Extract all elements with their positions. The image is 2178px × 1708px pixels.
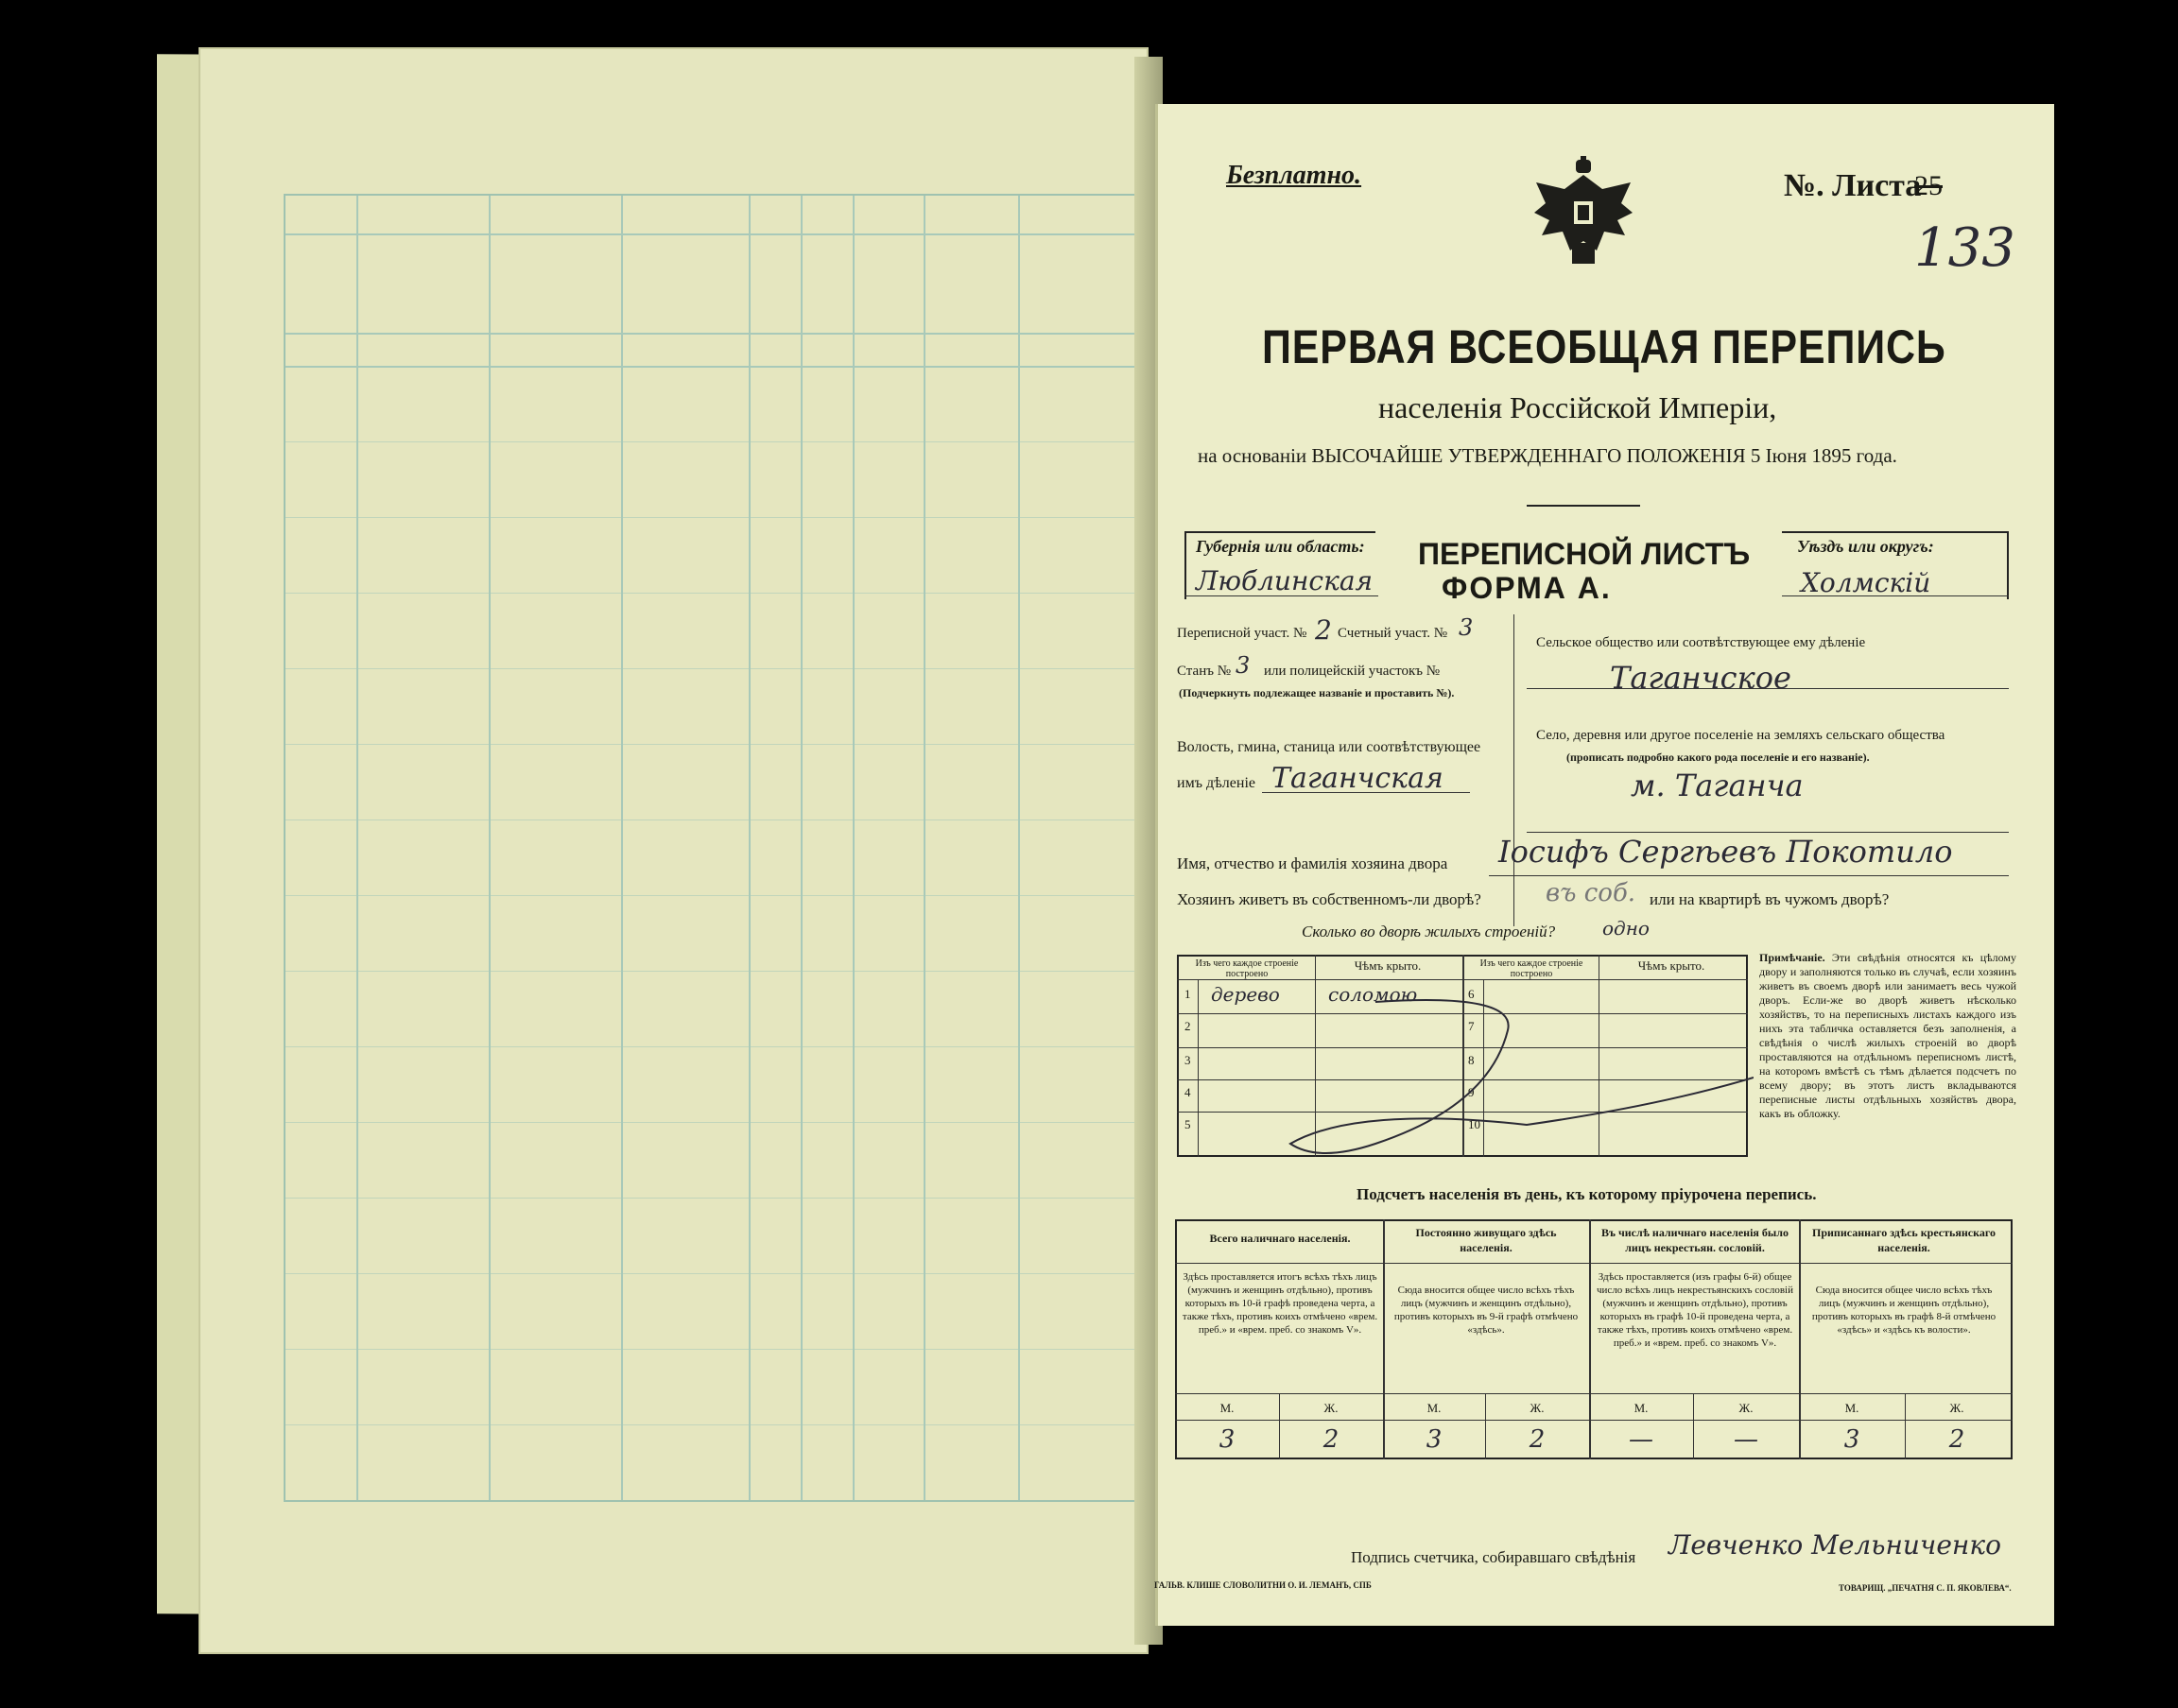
form-title: ПЕРЕПИСНОЙ ЛИСТЪ bbox=[1418, 537, 1751, 571]
row1-material: дерево bbox=[1211, 983, 1280, 1006]
owner-label: Имя, отчество и фамилія хозяина двора bbox=[1177, 854, 1448, 872]
selo-note: (прописать подробно какого рода поселеніе и его названіе). bbox=[1566, 750, 1870, 764]
count-col-head: Въ числѣ наличнаго населенія было лицъ некрестьян. сословій. bbox=[1600, 1226, 1789, 1254]
underline-note: (Подчеркнуть подлежащее названіе и проставить №). bbox=[1179, 686, 1455, 699]
schetny-value: 3 bbox=[1459, 614, 1474, 641]
m-label: М. bbox=[1634, 1401, 1649, 1415]
m-label: М. bbox=[1844, 1401, 1859, 1415]
buildings-value: одно bbox=[1602, 917, 1650, 940]
zh-label: Ж. bbox=[1949, 1401, 1964, 1415]
table-col-line bbox=[1198, 979, 1199, 1157]
volost-value: Таганчская bbox=[1271, 762, 1443, 795]
table-note bbox=[1759, 951, 2016, 1121]
count-title: Подсчетъ населенія въ день, къ которому пріурочена перепись. bbox=[1357, 1185, 1817, 1203]
imperial-eagle-emblem bbox=[1527, 156, 1640, 269]
zh-label: Ж. bbox=[1738, 1401, 1754, 1415]
zh-label: Ж. bbox=[1323, 1401, 1339, 1415]
count-col-desc: Здѣсь проставляется итогъ всѣхъ тѣхъ лицъ (мужчинъ и женщинъ отдѣльно), противъ которыхъ въ 10-й графѣ проведена черта, а также тѣхъ, противъ коихъ отмѣчено «врем. преб.» и «врем. преб. со знакомъ V». bbox=[1182, 1271, 1378, 1336]
count-col-head: Приписаннаго здѣсь крестьянскаго населенія. bbox=[1812, 1226, 1996, 1254]
count-value: 3 bbox=[1843, 1425, 1860, 1454]
census-subtitle: населенія Россійской Имперіи, bbox=[1378, 390, 1777, 424]
count-col-head: Постоянно живущаго здѣсь населенія. bbox=[1415, 1226, 1557, 1254]
uezd-label: Уѣздъ или округъ: bbox=[1797, 537, 1934, 556]
count-head-line bbox=[1175, 1263, 2013, 1264]
sheet-number-old: 25 bbox=[1914, 170, 1943, 201]
uchastok-value: 2 bbox=[1315, 614, 1332, 646]
selo-underline bbox=[1527, 832, 2009, 833]
table-row-num: 4 bbox=[1184, 1085, 1191, 1099]
table-col-material: Изъ чего каждое строеніе построено bbox=[1479, 958, 1583, 979]
count-desc-line bbox=[1175, 1393, 2013, 1394]
count-value: 3 bbox=[1426, 1425, 1443, 1454]
table-row-num: 1 bbox=[1184, 987, 1191, 1001]
imprint-right: ТОВАРИЩ. „ПЕЧАТНЯ С. П. ЯКОВЛЕВА“. bbox=[1839, 1583, 2012, 1593]
count-value: — bbox=[1734, 1425, 1758, 1454]
zh-label: Ж. bbox=[1530, 1401, 1545, 1415]
table-row-num: 6 bbox=[1468, 987, 1475, 1001]
ornament-divider bbox=[1527, 505, 1640, 507]
stan-value: 3 bbox=[1236, 652, 1251, 679]
imprint-left: ГАЛЬВ. КЛИШЕ СЛОВОЛИТНИ О. И. ЛЕМАНЪ, СПБ bbox=[1154, 1580, 1372, 1590]
signature-value: Левченко Мельниченко bbox=[1668, 1529, 2001, 1561]
census-basis: на основаніи ВЫСОЧАЙШЕ УТВЕРЖДЕННАГО ПОЛОЖЕНІЯ 5 Іюня 1895 года. bbox=[1198, 444, 1897, 467]
selo-label: Село, деревня или другое поселеніе на земляхъ сельскаго общества bbox=[1536, 728, 1945, 743]
m-label: М. bbox=[1426, 1401, 1442, 1415]
buildings-label: Сколько во дворѣ жилыхъ строеній? bbox=[1302, 923, 1556, 940]
note-label: Примѣчаніе. bbox=[1759, 951, 1825, 964]
schetny-label: Счетный участ. № bbox=[1338, 626, 1448, 641]
uezd-value: Холмскій bbox=[1801, 567, 1931, 598]
table-row-num: 8 bbox=[1468, 1053, 1475, 1067]
free-label: Безплатно. bbox=[1226, 161, 1362, 190]
uezd-underline bbox=[1782, 595, 2009, 596]
table-header-line bbox=[1177, 979, 1748, 980]
selo-value: м. Таганча bbox=[1631, 768, 1804, 803]
census-title: ПЕРВАЯ ВСЕОБЩАЯ ПЕРЕПИСЬ bbox=[1262, 320, 1946, 373]
count-col-line bbox=[1383, 1219, 1385, 1459]
count-value: 2 bbox=[1322, 1425, 1340, 1454]
count-col-head: Всего наличнаго населенія. bbox=[1209, 1232, 1351, 1245]
table-row-num: 10 bbox=[1468, 1117, 1480, 1131]
volost-underline bbox=[1262, 792, 1470, 793]
uchastok-label: Переписной участ. № bbox=[1177, 626, 1307, 641]
stan-label: Станъ № bbox=[1177, 664, 1232, 679]
gubernia-value: Люблинская bbox=[1196, 565, 1374, 596]
count-mz-line bbox=[1175, 1420, 2013, 1421]
m-label: М. bbox=[1219, 1401, 1235, 1415]
sheet-number-label: №. Листа bbox=[1784, 168, 1922, 203]
field-divider bbox=[1513, 614, 1514, 926]
row1-roof: соломою bbox=[1328, 983, 1418, 1006]
volost-label: Волость, гмина, станица или соотвѣтствующее bbox=[1177, 739, 1481, 755]
table-row-num: 9 bbox=[1468, 1085, 1475, 1099]
lives-value: въ соб. bbox=[1546, 879, 1636, 907]
count-value: — bbox=[1629, 1425, 1653, 1454]
police-label: или полицейскій участокъ № bbox=[1264, 664, 1441, 679]
form-subtitle: ФОРМА А. bbox=[1442, 571, 1612, 605]
owner-underline bbox=[1489, 875, 2009, 876]
obshchestvo-underline bbox=[1527, 688, 2009, 689]
table-col-roof: Чѣмъ крыто. bbox=[1354, 958, 1422, 973]
count-value: 3 bbox=[1219, 1425, 1236, 1454]
obshchestvo-value: Таганчское bbox=[1610, 660, 1791, 696]
table-col-roof: Чѣмъ крыто. bbox=[1637, 958, 1705, 973]
count-col-desc: Сюда вносится общее число всѣхъ тѣхъ лицъ (мужчинъ и женщинъ отдѣльно), противъ которыхъ въ 9-й графѣ отмѣчено «здѣсь». bbox=[1393, 1285, 1579, 1336]
table-row-num: 2 bbox=[1184, 1019, 1191, 1033]
obshchestvo-label: Сельское общество или соотвѣтствующее ему дѣленіе bbox=[1536, 635, 1866, 650]
count-value: 2 bbox=[1529, 1425, 1546, 1454]
sheet-number-handwritten: 133 bbox=[1914, 217, 2015, 279]
note-text: Эти свѣдѣнія относятся къ цѣлому двору и заполняются только въ случаѣ, если хозяинъ живетъ въ своемъ дворѣ или занимаетъ весь чужой дворъ. Если-же во дворѣ живетъ нѣсколько хозяйствъ, то на переписныхъ листахъ каждого изъ нихъ эта табличка оставляется безъ заполненія, а свѣдѣнія о числѣ жилыхъ строеній во дворѣ проставляются на отдѣльномъ переписномъ листѣ, на которомъ вмѣстѣ съ тѣмъ дѣлается подсчетъ по всему двору; въ этотъ листъ вкладываются переписные листы отдѣльныхъ хозяйствъ двора, какъ въ обложку. bbox=[1759, 951, 2016, 1120]
census-form-page bbox=[1155, 104, 2054, 1626]
left-page-bleedthrough-grid bbox=[284, 194, 1138, 1502]
table-row-num: 3 bbox=[1184, 1053, 1191, 1067]
count-table bbox=[1175, 1219, 2013, 1459]
table-col-material: Изъ чего каждое строеніе построено bbox=[1195, 958, 1299, 979]
count-col-desc: Сюда вносится общее число всѣхъ тѣхъ лицъ (мужчинъ и женщинъ отдѣльно), противъ которыхъ въ графѣ 8-й отмѣчено «здѣсь» и «здѣсь къ волости». bbox=[1811, 1285, 1996, 1336]
count-col-line bbox=[1589, 1219, 1591, 1459]
lives-label-2: или на квартирѣ въ чужомъ дворѣ? bbox=[1650, 890, 1890, 908]
owner-value: Іосифъ Сергѣевъ Покотило bbox=[1498, 834, 1953, 870]
count-col-desc: Здѣсь проставляется (изъ графы 6-й) общее число всѣхъ лицъ некрестьянскихъ сословій (мужчинъ и женщинъ отдѣльно), противъ которыхъ въ графѣ 10-й проведена черта, а также тѣхъ, противъ коихъ отмѣчено «врем. преб.» и «врем. преб. со знакомъ V». bbox=[1597, 1271, 1793, 1349]
table-row-num: 5 bbox=[1184, 1117, 1191, 1131]
count-col-line bbox=[1799, 1219, 1801, 1459]
gubernia-label: Губернія или область: bbox=[1196, 537, 1365, 556]
count-value: 2 bbox=[1948, 1425, 1965, 1454]
gubernia-underline bbox=[1184, 595, 1378, 596]
table-row-num: 7 bbox=[1468, 1019, 1475, 1033]
volost-label-2: имъ дѣленіе bbox=[1177, 775, 1255, 791]
lives-label: Хозяинъ живетъ въ собственномъ-ли дворѣ? bbox=[1177, 890, 1481, 908]
signature-label: Подпись счетчика, собиравшаго свѣдѣнія bbox=[1351, 1548, 1636, 1566]
